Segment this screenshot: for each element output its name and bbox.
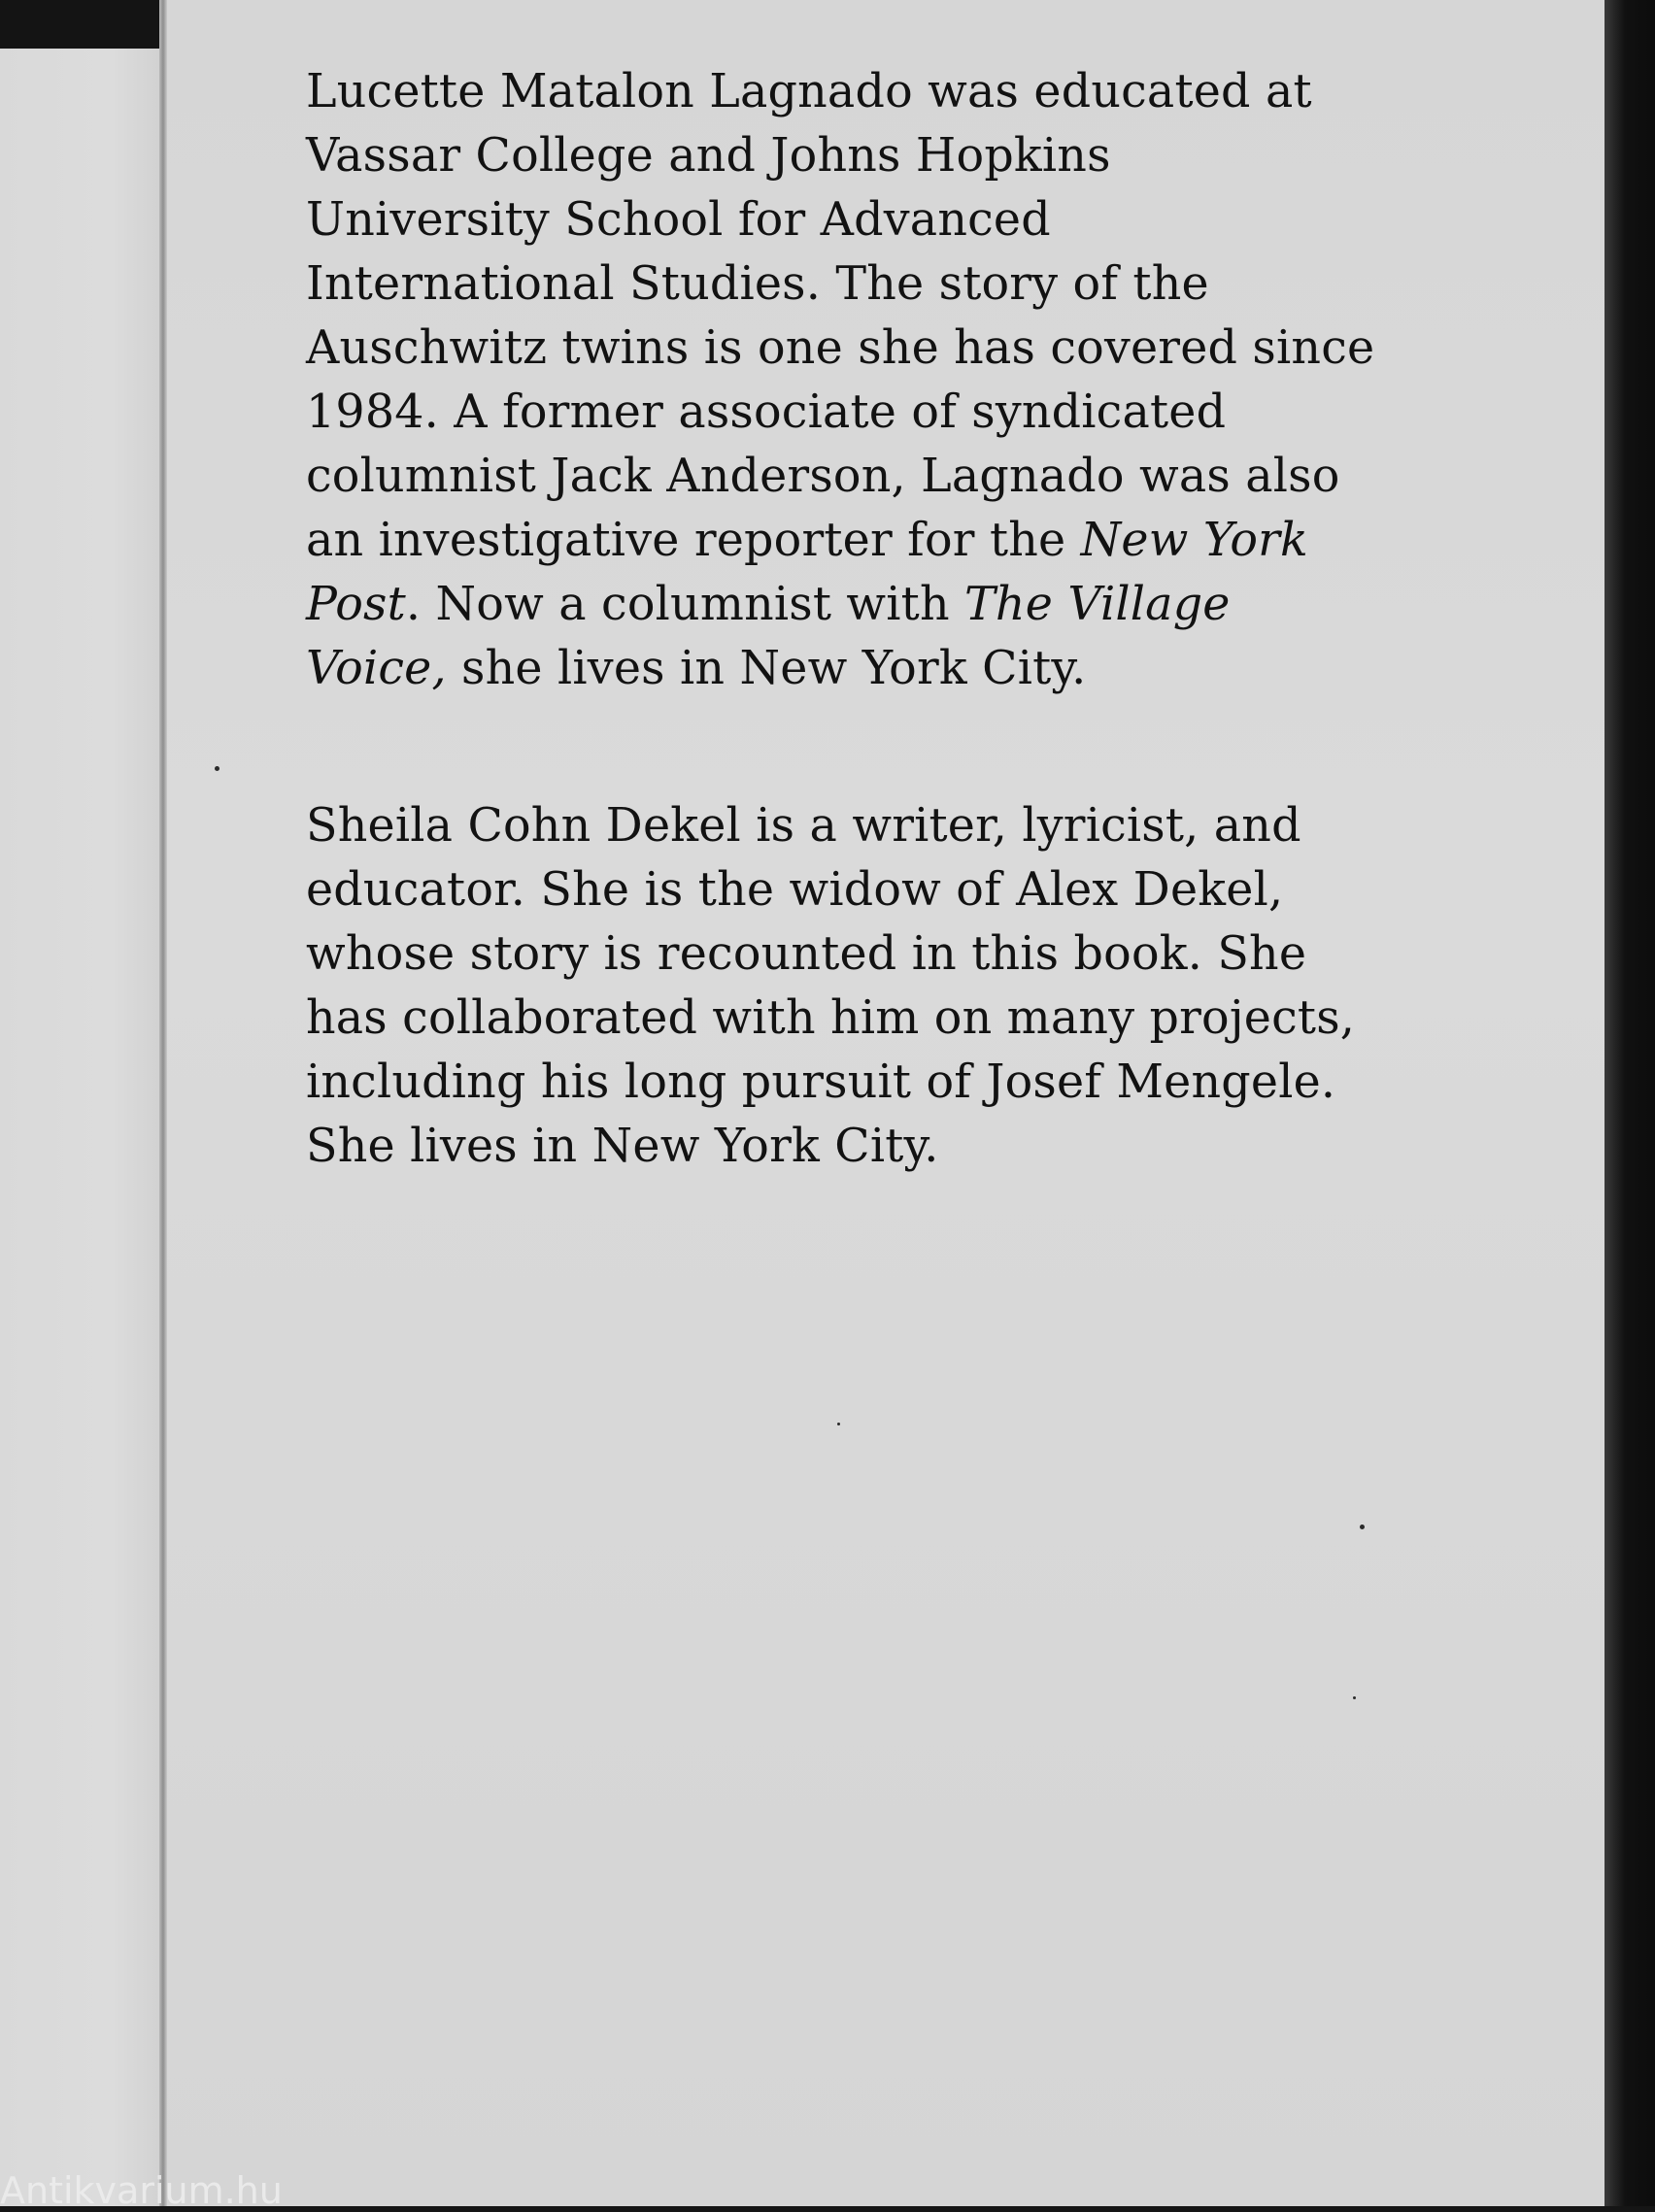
author-bio-sheila-dekel: [306, 794, 1486, 1179]
publication-name: The Village: [964, 578, 1231, 631]
watermark: Antikvarium.hu: [0, 2169, 283, 2212]
bio-line: [306, 573, 1486, 637]
paper-speck: [215, 766, 220, 771]
bio-line: University School for Advanced: [306, 193, 1051, 247]
bio-line: Vassar College and Johns Hopkins: [306, 129, 1111, 183]
bio-line: Lucette Matalon Lagnado was educated at: [306, 65, 1312, 118]
bio-line: She lives in New York City.: [306, 1120, 939, 1173]
author-bio-lucette-lagnado: [306, 60, 1486, 701]
bio-line: columnist Jack Anderson, Lagnado was also: [306, 450, 1340, 503]
bio-text: she lives in New York City.: [446, 642, 1087, 695]
flap-fold-edge: [159, 0, 167, 2206]
bio-line: has collaborated with him on many projects,: [306, 991, 1356, 1045]
paper-speck: [1360, 1525, 1365, 1529]
bio-line: 1984. A former associate of syndicated: [306, 385, 1227, 439]
book-flap-left: [0, 49, 159, 2206]
paper-speck: [837, 1423, 840, 1425]
bio-line: including his long pursuit of Josef Mengele.: [306, 1056, 1336, 1109]
scan-background-top: [0, 0, 165, 49]
publication-name: Post: [306, 578, 406, 631]
scan-background-right: [1604, 0, 1655, 2206]
bio-text: an investigative reporter for the: [306, 514, 1081, 567]
bio-text: . Now a columnist with: [405, 578, 965, 631]
paper-speck: [1353, 1696, 1356, 1699]
publication-name: New York: [1080, 514, 1309, 567]
bio-line: Sheila Cohn Dekel is a writer, lyricist, and: [306, 799, 1301, 853]
bio-line: whose story is recounted in this book. She: [306, 927, 1307, 981]
bio-line: educator. She is the widow of Alex Dekel,: [306, 863, 1284, 917]
bio-line: [306, 637, 1486, 701]
bio-line: [306, 509, 1486, 573]
publication-name: Voice,: [306, 642, 447, 695]
bio-line: International Studies. The story of the: [306, 257, 1209, 311]
bio-line: Auschwitz twins is one she has covered since: [306, 321, 1375, 375]
